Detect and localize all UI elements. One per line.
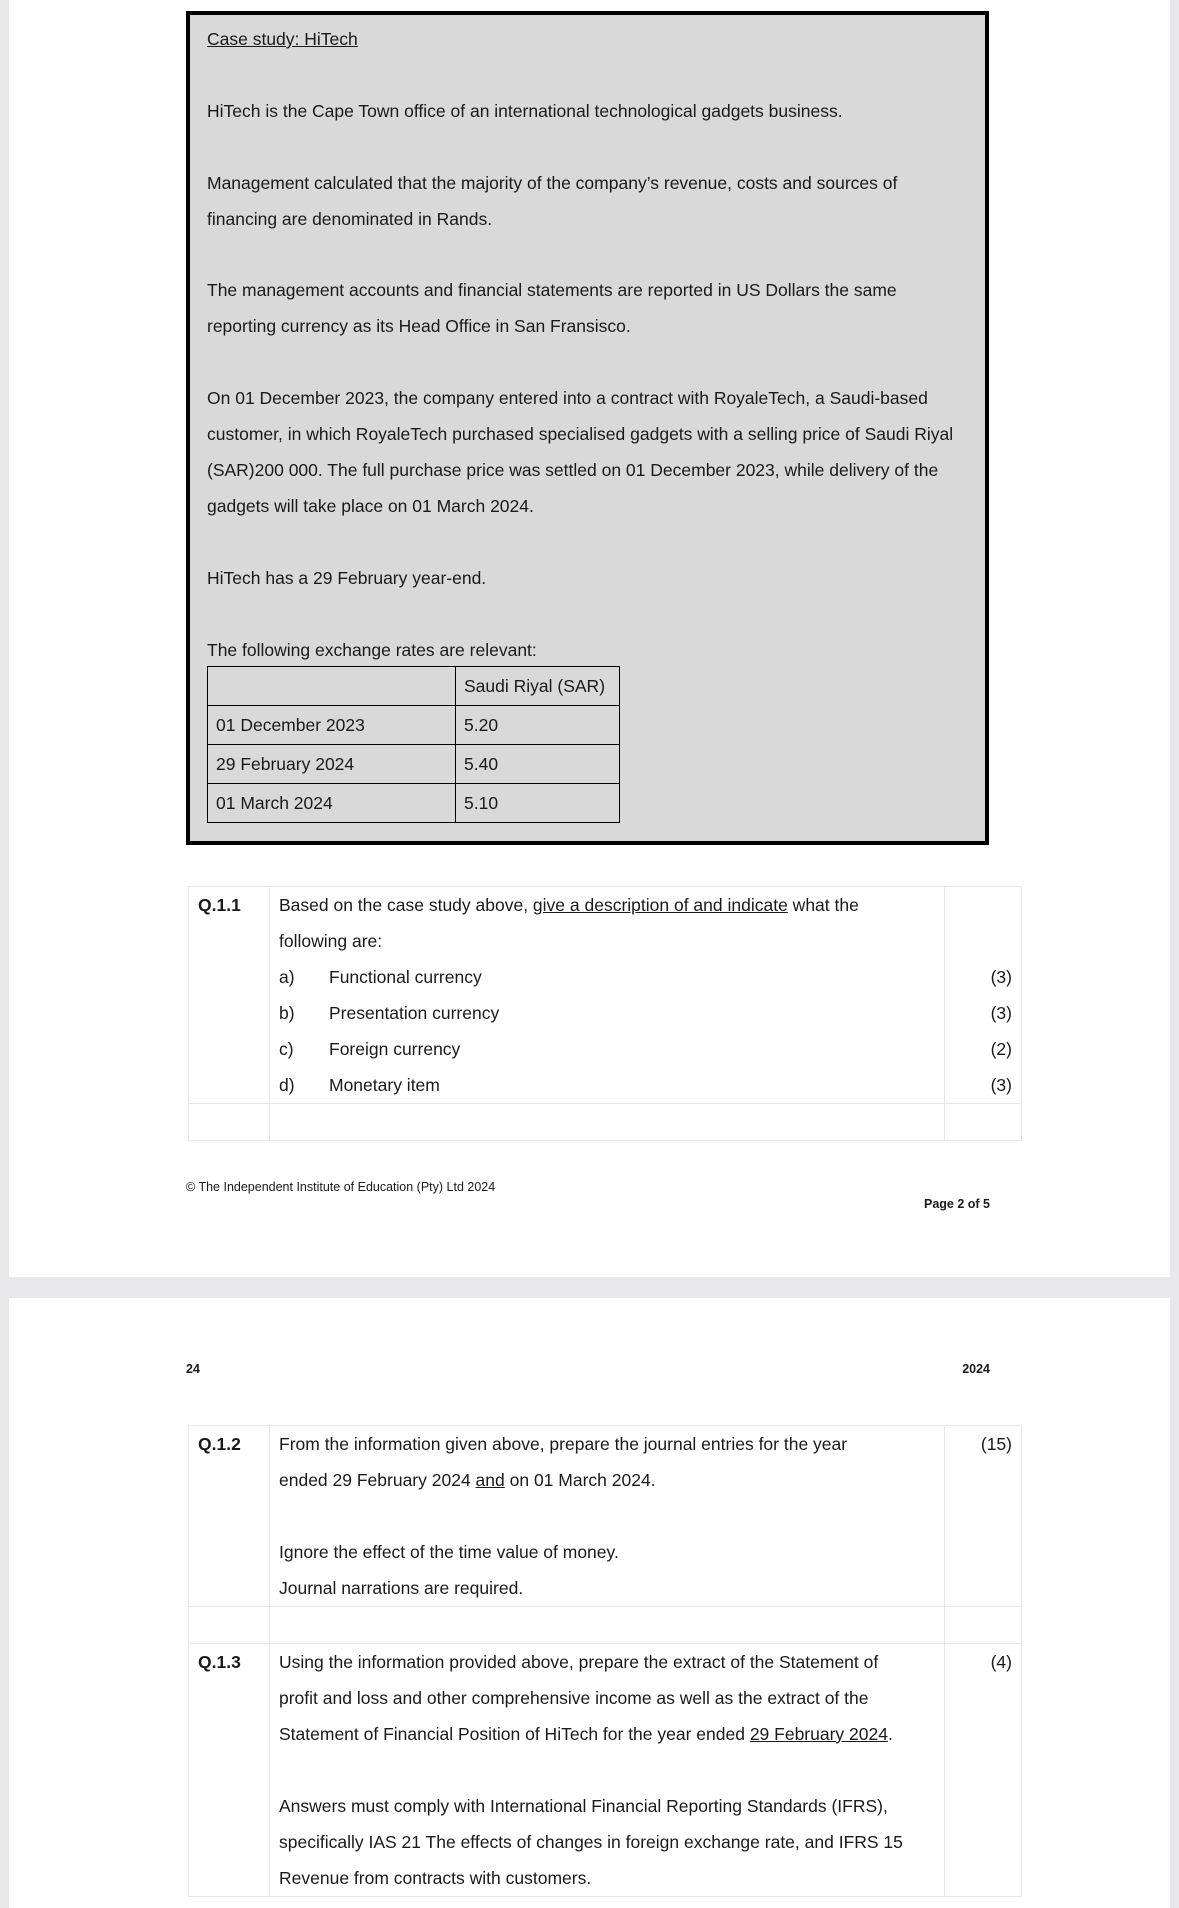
marks-value: (15) [980, 1434, 1012, 1454]
question-1-2 [188, 1425, 1022, 1644]
table-cell-date: 01 December 2023 [208, 706, 456, 745]
case-study-paragraph: HiTech is the Cape Town office of an international technological gadgets business. [207, 101, 843, 121]
marks-value: (3) [990, 1003, 1012, 1023]
case-study-title: Case study: HiTech [207, 29, 358, 49]
table-cell-rate: 5.40 [456, 745, 620, 784]
header-left-text: 24 [186, 1362, 200, 1376]
document-page-1 [9, 0, 1170, 1277]
marks-column [945, 887, 1022, 1104]
question-1-3 [188, 1643, 1022, 1897]
question-intro: what the [787, 895, 859, 915]
question-text [270, 887, 945, 1104]
question-text: From the information given above, prepare the journal entries for the year ended 29 February 2024 and on 01 March 2024. Ignore the effect of the time value of money. Journal narrations are required. [270, 1426, 945, 1607]
marks-value: (3) [990, 967, 1012, 987]
question-note: Revenue from contracts with customers. [279, 1868, 592, 1888]
marks-value: (4) [990, 1652, 1012, 1672]
question-note: specifically IAS 21 The effects of changes in foreign exchange rate, and IFRS 15 [279, 1832, 903, 1852]
question-note: Journal narrations are required. [279, 1578, 524, 1598]
question-number: Q.1.2 [189, 1426, 270, 1607]
question-intro-underlined: give a description of and indicate [532, 895, 788, 915]
case-study-paragraph: On 01 December 2023, the company entered into a contract with RoyaleTech, a Saudi-based customer, in which RoyaleTech purchased specialised gadgets with a selling price of Saudi Riyal (SAR)200 000. The full purchase price was settled on 01 December 2023, while delivery of the gadgets will take place on 01 March 2024. [207, 388, 954, 516]
case-study-paragraph: HiTech has a 29 February year-end. [207, 568, 487, 588]
header-right-text: 2024 [962, 1362, 990, 1376]
table-row [208, 745, 620, 784]
table-row [208, 784, 620, 823]
question-1-1 [188, 886, 1022, 1141]
footer-copyright: © The Independent Institute of Education (Pty) Ltd 2024 [186, 1180, 496, 1194]
table-row [208, 706, 620, 745]
question-number: Q.1.3 [189, 1644, 270, 1897]
list-item: d) Monetary item [279, 1075, 440, 1095]
marks-column [945, 1426, 1022, 1607]
case-study-box [186, 11, 989, 845]
list-item: a) Functional currency [279, 967, 482, 987]
list-item: c) Foreign currency [279, 1039, 461, 1059]
question-intro: Based on the case study above, [279, 895, 533, 915]
question-intro: following are: [279, 931, 383, 951]
marks-value: (3) [990, 1075, 1012, 1095]
table-cell-rate: 5.10 [456, 784, 620, 823]
table-cell-rate: 5.20 [456, 706, 620, 745]
question-note: Answers must comply with International Financial Reporting Standards (IFRS), [279, 1796, 888, 1816]
case-study-paragraph: The management accounts and financial statements are reported in US Dollars the same reporting currency as its Head Office in San Fransisco. [207, 280, 897, 336]
question-number: Q.1.1 [189, 887, 270, 1104]
document-page-2 [9, 1298, 1170, 1908]
table-cell-date: 01 March 2024 [208, 784, 456, 823]
table-header-cell [208, 667, 456, 706]
table-cell-date: 29 February 2024 [208, 745, 456, 784]
table-header-row [208, 667, 620, 706]
question-text: Using the information provided above, prepare the extract of the Statement of profit and loss and other comprehensive income as well as the extract of the Statement of Financial Position of HiTech for the year ended 29 February 2024. Answers must comply with International Financial Reporting Standards (IFRS), specifically IAS 21 The effects of changes in foreign exchange rate, and IFRS 15 Revenue from contracts with customers. [270, 1644, 945, 1897]
footer-page-number: Page 2 of 5 [924, 1197, 990, 1211]
exchange-rates-table [207, 666, 620, 823]
marks-value: (2) [990, 1039, 1012, 1059]
case-study-paragraph: The following exchange rates are relevant: [207, 640, 537, 660]
marks-column [945, 1644, 1022, 1897]
question-note: Ignore the effect of the time value of money. [279, 1542, 619, 1562]
list-item: b) Presentation currency [279, 1003, 500, 1023]
table-header-cell: Saudi Riyal (SAR) [456, 667, 620, 706]
case-study-paragraph: Management calculated that the majority of the company’s revenue, costs and sources of financing are denominated in Rands. [207, 173, 898, 229]
